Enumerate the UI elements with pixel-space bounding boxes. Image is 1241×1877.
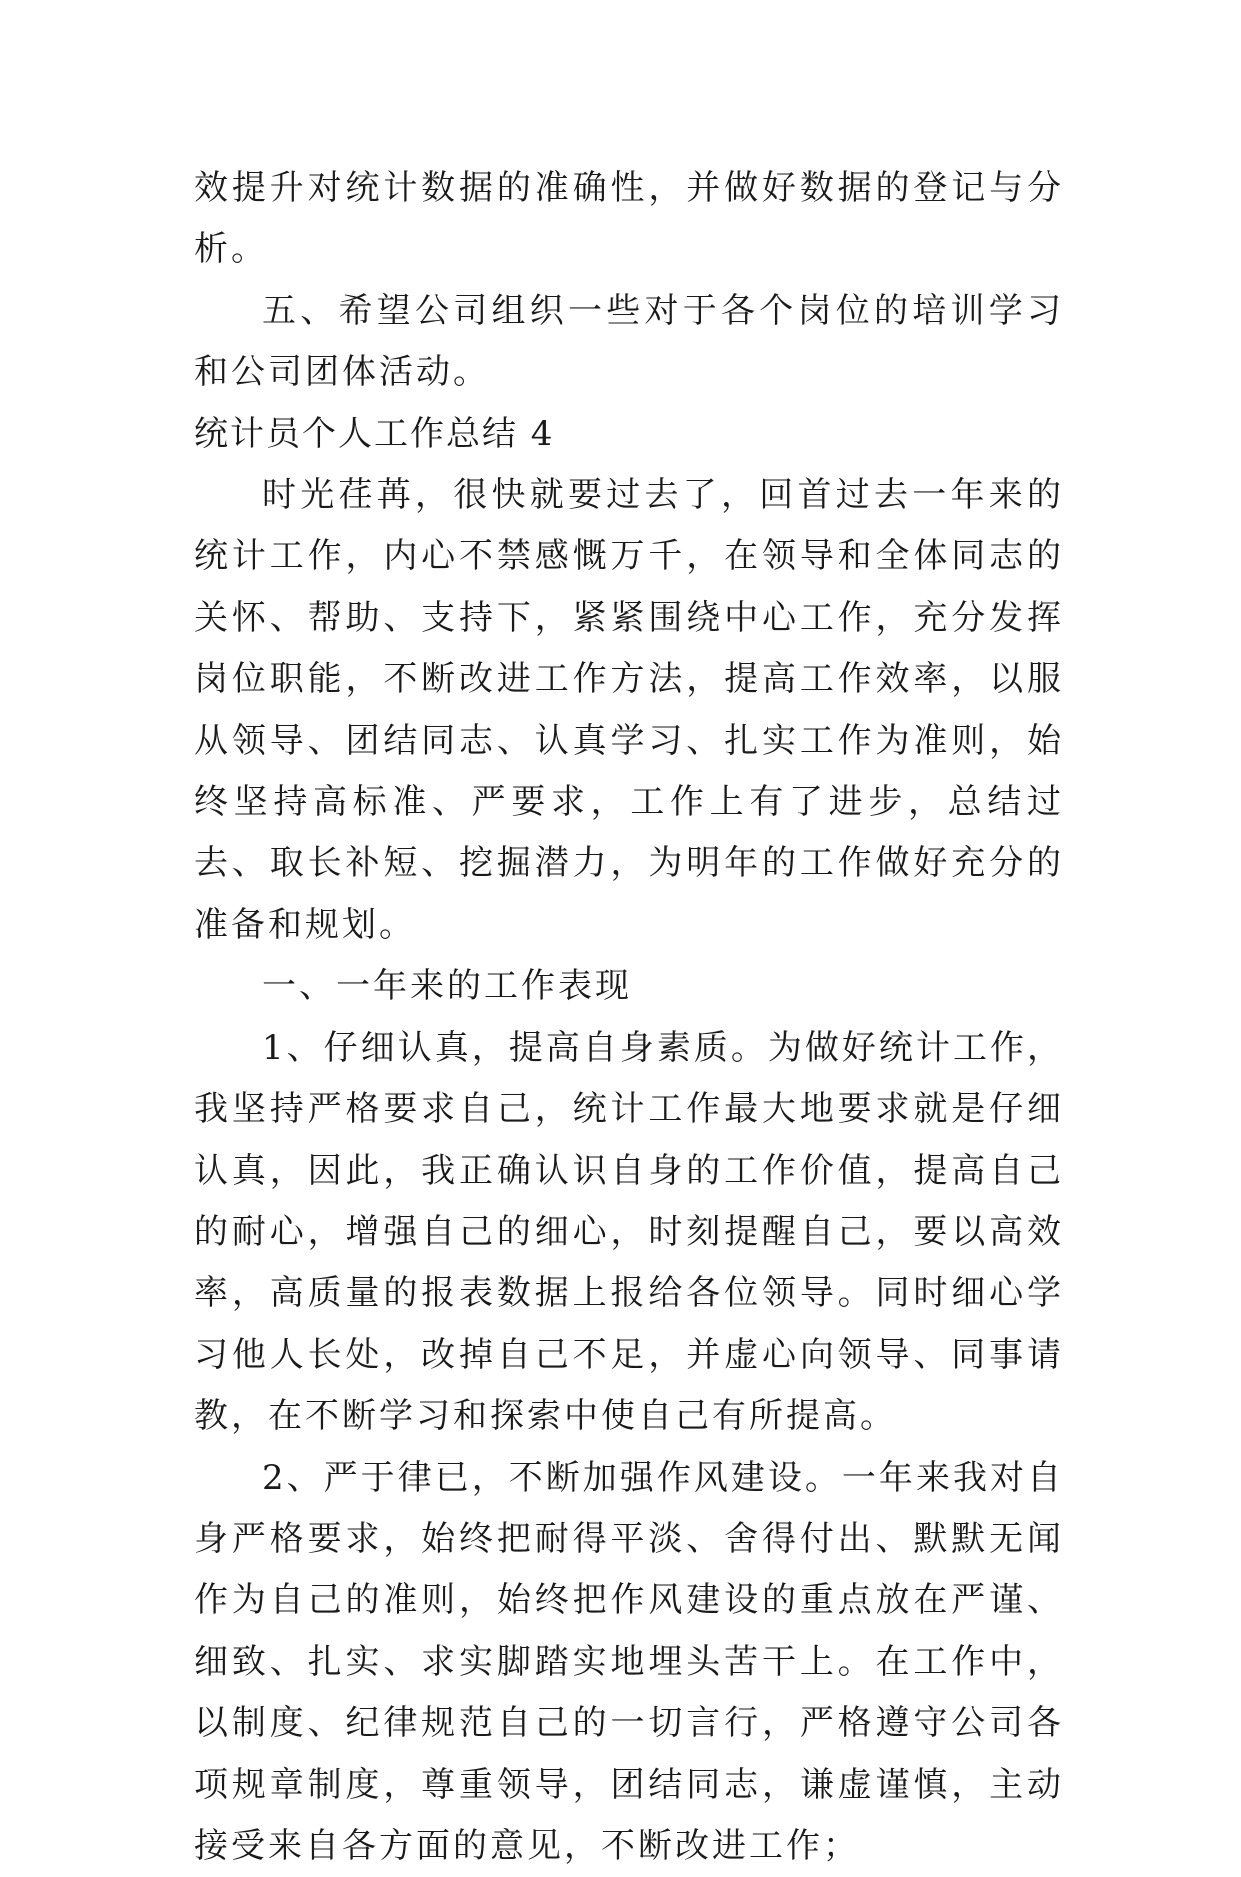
paragraph-point-two: 2、严于律已，不断加强作风建设。一年来我对自身严格要求，始终把耐得平淡、舍得付出、默默无闻作为自己的准则，始终把作风建设的重点放在严谨、细致、扎实、求实脚踏实地埋头苦干上。在工作中，以制度、纪律规范自己的一切言行，严格遵守公司各项规章制度，尊重领导，团结同志，谦虚谨慎，主动接受来自各方面的意见，不断改进工作； (194, 1457, 1064, 1866)
document-body (194, 158, 1064, 1877)
paragraph-continuation: 效提升对统计数据的准确性，并做好数据的登记与分析。 (194, 168, 1064, 270)
paragraph-item-five: 五、希望公司组织一些对于各个岗位的培训学习和公司团体活动。 (194, 290, 1064, 393)
paragraph-point-one: 1、仔细认真，提高自身素质。为做好统计工作，我坚持严格要求自己，统计工作最大地要求就是仔细认真，因此，我正确认识自身的工作价值，提高自己的耐心，增强自己的细心，时刻提醒自己，要以高效率，高质量的报表数据上报给各位领导。同时细心学习他人长处，改掉自己不足，并虚心向领导、同事请教，在不断学习和探索中使自己有所提高。 (194, 1027, 1064, 1437)
section-heading: 统计员个人工作总结 4 (194, 413, 555, 454)
paragraph-intro: 时光荏苒，很快就要过去了，回首过去一年来的统计工作，内心不禁感慨万千，在领导和全体同志的关怀、帮助、支持下，紧紧围绕中心工作，充分发挥岗位职能，不断改进工作方法，提高工作效率，以服从领导、团结同志、认真学习、扎实工作为准则，始终坚持高标准、严要求，工作上有了进步，总结过去、取长补短、挖掘潜力，为明年的工作做好充分的准备和规划。 (194, 475, 1064, 945)
subheading-work-performance: 一、一年来的工作表现 (262, 966, 632, 1007)
